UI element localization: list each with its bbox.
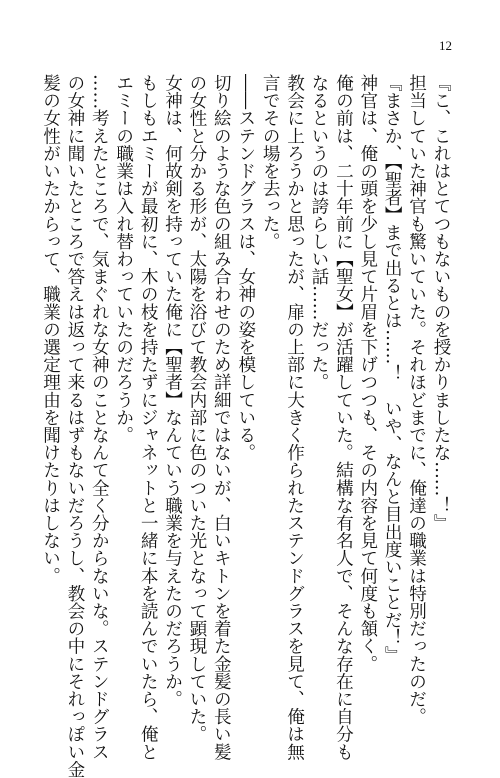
- text-line-10: 切り絵のような色の組み合わせのため詳細ではないが、白いキトンを着た金髪の長い髪: [211, 74, 232, 761]
- text-line-13: もしもエミーが最初に、木の枝を持たずにジャネットと一緒に本を読んでいたら、俺と: [138, 74, 159, 761]
- text-line-16: の女神に聞いたところで答えは返って来るはずもないだろうし、教会の中にそれっぽい金: [64, 74, 85, 778]
- text-line-5: 俺の前は、二十年前に【聖女】が活躍していた。結構な有名人で、そんな存在に自分も: [333, 74, 354, 761]
- text-line-1: 『こ、これはとてつもないものを授かりましたな……！』: [431, 74, 451, 532]
- vertical-text-body: [38, 74, 453, 778]
- text-line-8: 言でその場を去った。: [260, 74, 281, 250]
- text-line-14: エミーの職業は入れ替わっていたのだろうか。: [113, 74, 134, 444]
- text-line-9: ――ステンドグラスは、女神の姿を模している。: [235, 74, 256, 462]
- page-number: 12: [439, 38, 452, 53]
- text-line-3: 『まさか、【聖者】まで出るとは……！ いや、なんと目出度いことだ！』: [382, 74, 403, 664]
- text-line-17: 髪の女性がいたからって、職業の選定理由を聞けたりはしない。: [40, 74, 61, 585]
- text-line-6: なるというのは誇らしい話……だった。: [308, 74, 329, 391]
- text-line-12: 女神は、何故剣を持っていた俺に【聖者】なんていう職業を与えたのだろうか。: [162, 74, 183, 708]
- text-line-4: 神官は、俺の頭を少し見て片眉を下げつつも、その内容を見て何度も頷く。: [357, 74, 378, 673]
- text-line-7: 教会に上ろうかと思ったが、扉の上部に大きく作られたステンドグラスを見て、俺は無: [284, 74, 305, 761]
- text-line-15: ……考えたところで、気まぐれな女神のことなんて全く分からないな。ステンドグラス: [89, 74, 110, 761]
- text-line-11: の女性と分かる形が、太陽を浴びて教会内部に色のついた光となって顕現していた。: [186, 74, 207, 743]
- text-line-2: 担当していた神官も驚いていた。それほどまでに、俺達の職業は特別だったのだ。: [406, 74, 427, 726]
